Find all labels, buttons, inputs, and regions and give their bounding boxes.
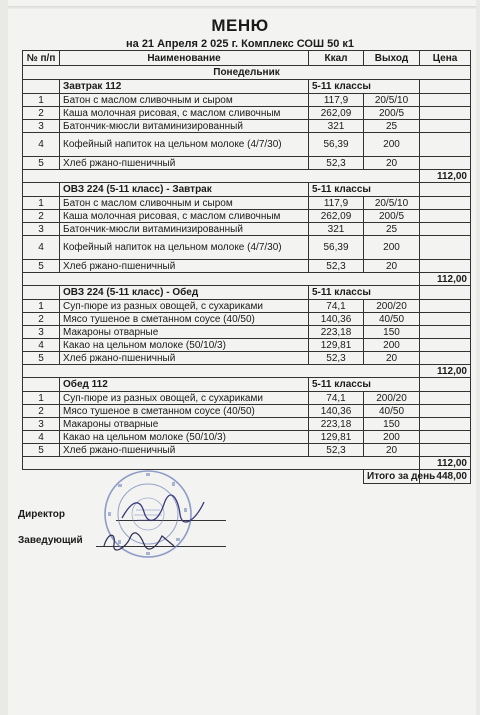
- header-num: № п/п: [23, 51, 60, 66]
- item-name: Мясо тушеное в сметанном соусе (40/50): [60, 405, 309, 418]
- item-name: Хлеб ржано-пшеничный: [60, 157, 309, 170]
- grand-total-label: Итого за день: [364, 470, 420, 484]
- item-number: 2: [23, 313, 60, 326]
- section-total-spacer: [23, 365, 420, 378]
- item-kcal: 56,39: [309, 133, 364, 157]
- menu-item-row: [23, 107, 471, 120]
- item-output: 25: [364, 120, 420, 133]
- menu-item-row: [23, 339, 471, 352]
- menu-item-row: [23, 260, 471, 273]
- section-header-row: [23, 80, 471, 94]
- item-output: 200: [364, 431, 420, 444]
- section-total: 112,00: [420, 170, 471, 183]
- item-price: [420, 418, 471, 431]
- item-name: Каша молочная рисовая, с маслом сливочным: [60, 210, 309, 223]
- menu-item-row: [23, 210, 471, 223]
- section-title: Обед 112: [60, 378, 309, 392]
- item-name: Макароны отварные: [60, 418, 309, 431]
- item-kcal: 129,81: [309, 339, 364, 352]
- item-output: 200/5: [364, 210, 420, 223]
- item-output: 40/50: [364, 405, 420, 418]
- item-price: [420, 260, 471, 273]
- item-number: 3: [23, 223, 60, 236]
- section-price-empty: [420, 80, 471, 94]
- section-price-empty: [420, 183, 471, 197]
- item-number: 3: [23, 418, 60, 431]
- section-total: 112,00: [420, 273, 471, 286]
- item-kcal: 223,18: [309, 326, 364, 339]
- item-kcal: 74,1: [309, 392, 364, 405]
- item-name: Какао на цельном молоке (50/10/3): [60, 431, 309, 444]
- item-kcal: 129,81: [309, 431, 364, 444]
- item-price: [420, 210, 471, 223]
- item-output: 20/5/10: [364, 197, 420, 210]
- item-number: 2: [23, 107, 60, 120]
- menu-item-row: [23, 236, 471, 260]
- item-kcal: 52,3: [309, 352, 364, 365]
- item-number: 5: [23, 157, 60, 170]
- item-kcal: 321: [309, 120, 364, 133]
- section-total-spacer: [23, 273, 420, 286]
- item-kcal: 262,09: [309, 210, 364, 223]
- item-name: Батончик-мюсли витаминизированный: [60, 120, 309, 133]
- grand-total-value: 448,00: [420, 470, 471, 484]
- item-output: 20/5/10: [364, 94, 420, 107]
- item-kcal: 52,3: [309, 157, 364, 170]
- item-number: 3: [23, 326, 60, 339]
- menu-item-row: [23, 94, 471, 107]
- item-number: 1: [23, 300, 60, 313]
- menu-item-row: [23, 418, 471, 431]
- item-output: 200: [364, 236, 420, 260]
- item-number: 4: [23, 431, 60, 444]
- item-price: [420, 120, 471, 133]
- section-total-spacer: [23, 457, 420, 470]
- item-name: Хлеб ржано-пшеничный: [60, 352, 309, 365]
- section-total-row: [23, 273, 471, 286]
- menu-item-row: [23, 405, 471, 418]
- item-kcal: 140,36: [309, 313, 364, 326]
- page-subtitle: на 21 Апреля 2 025 г. Комплекс СОШ 50 к1: [126, 38, 354, 50]
- item-price: [420, 405, 471, 418]
- item-name: Кофейный напиток на цельном молоке (4/7/30): [60, 133, 309, 157]
- section-spacer: [23, 183, 60, 197]
- menu-item-row: [23, 197, 471, 210]
- item-name: Батон с маслом сливочным и сыром: [60, 94, 309, 107]
- menu-item-row: [23, 223, 471, 236]
- item-name: Батончик-мюсли витаминизированный: [60, 223, 309, 236]
- item-price: [420, 444, 471, 457]
- item-kcal: 56,39: [309, 236, 364, 260]
- menu-item-row: [23, 300, 471, 313]
- section-title: ОВЗ 224 (5-11 класс) - Обед: [60, 286, 309, 300]
- item-name: Суп-пюре из разных овощей, с сухариками: [60, 300, 309, 313]
- item-kcal: 321: [309, 223, 364, 236]
- item-output: 150: [364, 326, 420, 339]
- item-price: [420, 107, 471, 120]
- header-row: [23, 51, 471, 66]
- item-number: 5: [23, 260, 60, 273]
- day-label: Понедельник: [23, 66, 471, 80]
- menu-item-row: [23, 313, 471, 326]
- item-kcal: 262,09: [309, 107, 364, 120]
- section-total-row: [23, 457, 471, 470]
- item-kcal: 223,18: [309, 418, 364, 431]
- section-header-row: [23, 183, 471, 197]
- item-number: 5: [23, 352, 60, 365]
- item-name: Какао на цельном молоке (50/10/3): [60, 339, 309, 352]
- menu-item-row: [23, 157, 471, 170]
- item-number: 1: [23, 94, 60, 107]
- header-kcal: Ккал: [309, 51, 364, 66]
- item-kcal: 52,3: [309, 444, 364, 457]
- section-title: Завтрак 112: [60, 80, 309, 94]
- item-name: Хлеб ржано-пшеничный: [60, 444, 309, 457]
- section-total-row: [23, 170, 471, 183]
- item-output: 20: [364, 260, 420, 273]
- item-price: [420, 392, 471, 405]
- item-price: [420, 431, 471, 444]
- item-output: 150: [364, 418, 420, 431]
- header-name: Наименование: [60, 51, 309, 66]
- menu-item-row: [23, 431, 471, 444]
- item-name: Мясо тушеное в сметанном соусе (40/50): [60, 313, 309, 326]
- item-kcal: 140,36: [309, 405, 364, 418]
- item-price: [420, 223, 471, 236]
- item-price: [420, 236, 471, 260]
- item-number: 4: [23, 133, 60, 157]
- item-number: 5: [23, 444, 60, 457]
- item-name: Хлеб ржано-пшеничный: [60, 260, 309, 273]
- item-output: 20: [364, 157, 420, 170]
- item-kcal: 74,1: [309, 300, 364, 313]
- item-price: [420, 197, 471, 210]
- section-price-empty: [420, 286, 471, 300]
- menu-item-row: [23, 392, 471, 405]
- section-price-empty: [420, 378, 471, 392]
- section-classes: 5-11 классы: [309, 80, 420, 94]
- section-classes: 5-11 классы: [309, 378, 420, 392]
- menu-item-row: [23, 352, 471, 365]
- section-total: 112,00: [420, 365, 471, 378]
- item-number: 1: [23, 197, 60, 210]
- item-price: [420, 339, 471, 352]
- grand-total-row: [23, 470, 471, 484]
- section-spacer: [23, 378, 60, 392]
- item-number: 2: [23, 405, 60, 418]
- header-out: Выход: [364, 51, 420, 66]
- section-title: ОВЗ 224 (5-11 класс) - Завтрак: [60, 183, 309, 197]
- section-total: 112,00: [420, 457, 471, 470]
- manager-label: Заведующий: [18, 535, 83, 546]
- page-title: МЕНЮ: [211, 16, 269, 35]
- section-header-row: [23, 378, 471, 392]
- section-header-row: [23, 286, 471, 300]
- item-price: [420, 313, 471, 326]
- item-price: [420, 94, 471, 107]
- paper-fold: [8, 6, 476, 9]
- section-total-spacer: [23, 170, 420, 183]
- item-output: 200/20: [364, 392, 420, 405]
- item-price: [420, 352, 471, 365]
- section-classes: 5-11 классы: [309, 286, 420, 300]
- item-output: 200/20: [364, 300, 420, 313]
- item-price: [420, 157, 471, 170]
- item-price: [420, 300, 471, 313]
- menu-item-row: [23, 120, 471, 133]
- menu-item-row: [23, 444, 471, 457]
- section-total-row: [23, 365, 471, 378]
- menu-table: [22, 50, 471, 484]
- item-output: 25: [364, 223, 420, 236]
- item-output: 200: [364, 133, 420, 157]
- item-name: Макароны отварные: [60, 326, 309, 339]
- menu-item-row: [23, 326, 471, 339]
- item-output: 20: [364, 352, 420, 365]
- item-number: 4: [23, 339, 60, 352]
- item-number: 2: [23, 210, 60, 223]
- item-name: Батон с маслом сливочным и сыром: [60, 197, 309, 210]
- item-output: 20: [364, 444, 420, 457]
- section-spacer: [23, 80, 60, 94]
- item-kcal: 117,9: [309, 197, 364, 210]
- item-number: 4: [23, 236, 60, 260]
- item-output: 40/50: [364, 313, 420, 326]
- section-spacer: [23, 286, 60, 300]
- header-price: Цена: [420, 51, 471, 66]
- item-name: Кофейный напиток на цельном молоке (4/7/30): [60, 236, 309, 260]
- section-classes: 5-11 классы: [309, 183, 420, 197]
- item-number: 3: [23, 120, 60, 133]
- director-signature: [118, 494, 208, 526]
- item-name: Каша молочная рисовая, с маслом сливочным: [60, 107, 309, 120]
- item-price: [420, 326, 471, 339]
- director-label: Директор: [18, 509, 65, 520]
- day-row: [23, 66, 471, 80]
- item-price: [420, 133, 471, 157]
- item-output: 200/5: [364, 107, 420, 120]
- manager-signature: [100, 528, 180, 554]
- item-kcal: 117,9: [309, 94, 364, 107]
- item-output: 200: [364, 339, 420, 352]
- menu-item-row: [23, 133, 471, 157]
- item-name: Суп-пюре из разных овощей, с сухариками: [60, 392, 309, 405]
- item-kcal: 52,3: [309, 260, 364, 273]
- item-number: 1: [23, 392, 60, 405]
